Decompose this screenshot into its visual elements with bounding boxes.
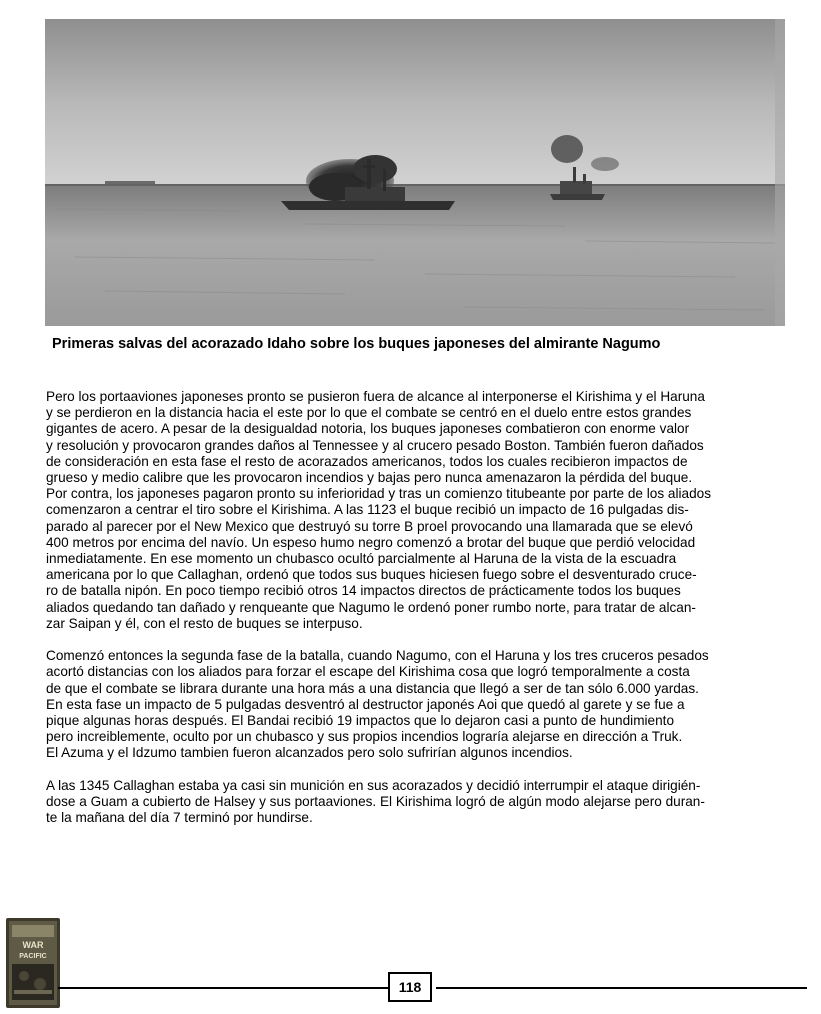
footer-rule-right	[436, 987, 807, 989]
dvd-title-line2: PACIFIC	[19, 953, 47, 960]
text-line: Comenzó entonces la segunda fase de la batalla, cuando Nagumo, con el Haruna y los tres cruceros pesados	[46, 648, 709, 664]
page-number: 118	[388, 972, 432, 1002]
warship-photo-drawing	[45, 19, 785, 326]
text-line: gigantes de acero. A pesar de la desigualdad notoria, los buques japoneses combatieron con enorme valor	[46, 421, 690, 437]
dvd-title-line1: WAR	[22, 940, 44, 950]
text-line: y se perdieron en la distancia hacia el este por lo que el combate se centró en el duelo entre estos grandes	[46, 405, 692, 421]
text-line: americana por lo que Callaghan, ordenó que todos sus buques hiciesen fuego sobre el desventurado cruce-	[46, 567, 697, 583]
text-line: Pero los portaaviones japoneses pronto se pusieron fuera de alcance al interponerse el Kirishima y el Haruna	[46, 389, 705, 404]
text-line: El Azuma y el Idzumo tambien fueron alcanzados pero solo sufrirían algunos incendios.	[46, 745, 573, 761]
text-line: pique algunas horas después. El Bandai recibió 19 impactos que lo dejaron casi a punto de hundimiento	[46, 713, 675, 729]
text-line: A las 1345 Callaghan estaba ya casi sin munición en sus acorazados y decidió interrumpir el ataque dirigién-	[46, 777, 701, 793]
warship-photo	[45, 19, 785, 326]
article-body	[46, 389, 794, 843]
text-line: y resolución y provocaron grandes daños al Tennessee y al crucero pesado Boston. También fueron dañados	[46, 437, 704, 453]
text-line: de consideración en esta fase el resto de acorazados americanos, todos los cuales recibieron impactos de	[46, 453, 688, 469]
text-line: 400 metros por encima del navío. Un espeso humo negro comenzó a brotar del buque que perdió velocidad	[46, 534, 696, 550]
text-line: acortó distancias con los aliados para forzar el escape del Kirishima cosa que logró temporalmente a costa	[46, 664, 690, 680]
text-line: te la mañana del día 7 terminó por hundirse.	[46, 810, 313, 826]
sky	[45, 19, 785, 186]
photo-caption: Primeras salvas del acorazado Idaho sobre los buques japoneses del almirante Nagumo	[52, 336, 661, 352]
paragraph-3	[46, 778, 794, 827]
paragraph-1	[46, 389, 794, 632]
text-line: parado al parecer por el New Mexico que destruyó su torre B proel provocando una llamarada que se elevó	[46, 518, 693, 534]
footer-rule-left	[58, 987, 388, 989]
text-line: zar Saipan y él, con el resto de buques se interpuso.	[46, 615, 363, 631]
text-line: inmediatamente. En ese momento un chubasco ocultó parcialmente al Haruna de la vista de la escuadra	[46, 551, 677, 567]
text-line: ro de batalla nipón. En poco tiempo recibió otros 14 impactos directos de prácticamente todos los buques	[46, 583, 681, 599]
dvd-cover-drawing	[6, 918, 60, 1008]
text-line: dose a Guam a cubierto de Halsey y sus portaaviones. El Kirishima logró de algún modo alejarse pero duran-	[46, 794, 705, 810]
text-line: grueso y medio calibre que les provocaron incendios y bajas pero nunca amenazaron la pérdida del buque.	[46, 470, 693, 486]
text-line: En esta fase un impacto de 5 pulgadas desventró al destructor japonés Aoi que quedó al garete y se fue a	[46, 696, 685, 712]
dvd-cover-thumbnail	[6, 918, 60, 1008]
paragraph-2	[46, 648, 794, 761]
text-line: pero increiblemente, oculto por un chubasco y sus propios incendios lograría alejarse en dirección a Truk.	[46, 729, 683, 745]
text-line: comenzaron a centrar el tiro sobre el Kirishima. A las 1123 el buque recibió un impacto de 16 pulgadas dis-	[46, 502, 689, 518]
text-line: de que el combate se librara durante una hora más a una distancia que llegó a ser de tan sólo 6.000 yardas.	[46, 680, 699, 696]
text-line: Por contra, los japoneses pagaron pronto su inferioridad y tras un comienzo titubeante por parte de los aliados	[46, 486, 711, 502]
text-line: aliados quedando tan dañado y renqueante que Nagumo le ordenó poner rumbo norte, para tratar de alcan-	[46, 599, 696, 615]
